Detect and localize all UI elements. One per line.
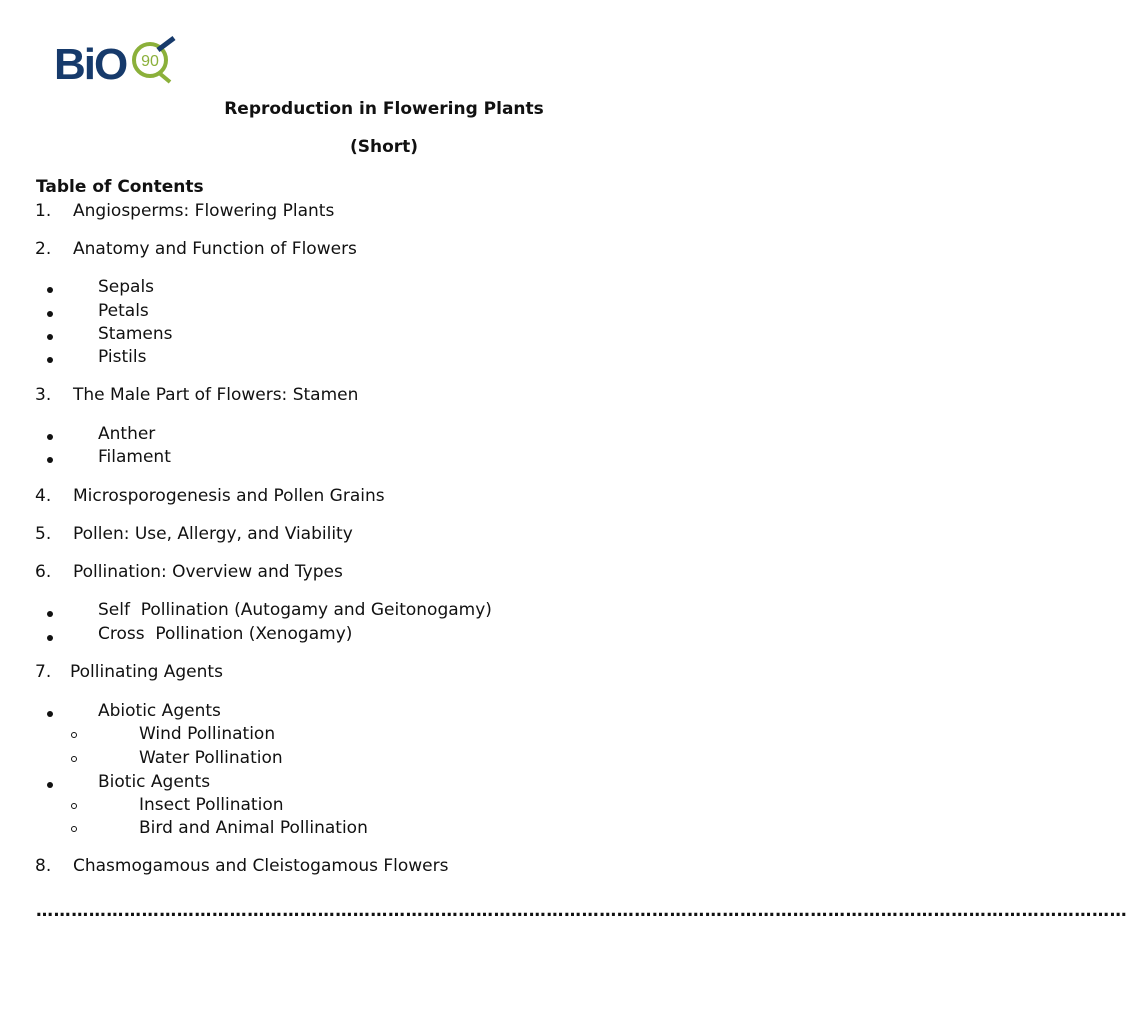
toc-subsubitem: Insect Pollination [139, 795, 284, 815]
toc-heading: Table of Contents [36, 177, 204, 197]
toc-entry: The Male Part of Flowers: Stamen [73, 385, 359, 405]
toc-subitem: Abiotic Agents [98, 701, 221, 721]
bullet-icon [47, 434, 53, 440]
toc-entry: Angiosperms: Flowering Plants [73, 201, 335, 221]
bullet-icon [47, 357, 53, 363]
bullet-icon [47, 782, 53, 788]
toc-number: 1. [35, 201, 52, 221]
toc-number: 8. [35, 856, 52, 876]
toc-number: 3. [35, 385, 52, 405]
toc-subitem: Filament [98, 447, 171, 467]
toc-subsubitem: Bird and Animal Pollination [139, 818, 368, 838]
toc-subitem: Cross Pollination (Xenogamy) [98, 624, 353, 644]
toc-subitem: Self Pollination (Autogamy and Geitonogamy) [98, 600, 492, 620]
page-title: Reproduction in Flowering Plants [224, 99, 544, 119]
toc-number: 7. [35, 662, 52, 682]
toc-entry: Pollinating Agents [70, 662, 223, 682]
bullet-icon [47, 311, 53, 317]
toc-subitem: Anther [98, 424, 156, 444]
logo-tail [158, 72, 170, 82]
bullet-icon [47, 635, 53, 641]
bullet-icon [47, 457, 53, 463]
bullet-icon [47, 334, 53, 340]
toc-entry: Anatomy and Function of Flowers [73, 239, 357, 259]
page-subtitle: (Short) [349, 137, 419, 157]
circle-bullet-icon [71, 756, 77, 762]
toc-subitem: Stamens [98, 324, 173, 344]
toc-number: 2. [35, 239, 52, 259]
dotted-divider: …………………………………………………………………………………………………………………………………………………………………… [36, 901, 1127, 921]
toc-entry: Pollination: Overview and Types [73, 562, 343, 582]
toc-subsubitem: Water Pollination [139, 748, 283, 768]
circle-bullet-icon [71, 826, 77, 832]
toc-subitem: Biotic Agents [98, 772, 211, 792]
logo-slash [158, 38, 174, 50]
toc-entry: Microsporogenesis and Pollen Grains [73, 486, 385, 506]
toc-number: 6. [35, 562, 52, 582]
toc-subitem: Petals [98, 301, 149, 321]
bullet-icon [47, 611, 53, 617]
logo-badge-text: 90 [141, 53, 159, 70]
circle-bullet-icon [71, 803, 77, 809]
logo-text: BiO [54, 40, 127, 89]
bio90-logo [54, 36, 184, 89]
bullet-icon [47, 287, 53, 293]
toc-entry: Chasmogamous and Cleistogamous Flowers [73, 856, 449, 876]
toc-subitem: Pistils [98, 347, 147, 367]
toc-number: 5. [35, 524, 52, 544]
toc-subsubitem: Wind Pollination [139, 724, 276, 744]
toc-number: 4. [35, 486, 52, 506]
toc-subitem: Sepals [98, 277, 155, 297]
toc-entry: Pollen: Use, Allergy, and Viability [73, 524, 353, 544]
circle-bullet-icon [71, 732, 77, 738]
bullet-icon [47, 711, 53, 717]
